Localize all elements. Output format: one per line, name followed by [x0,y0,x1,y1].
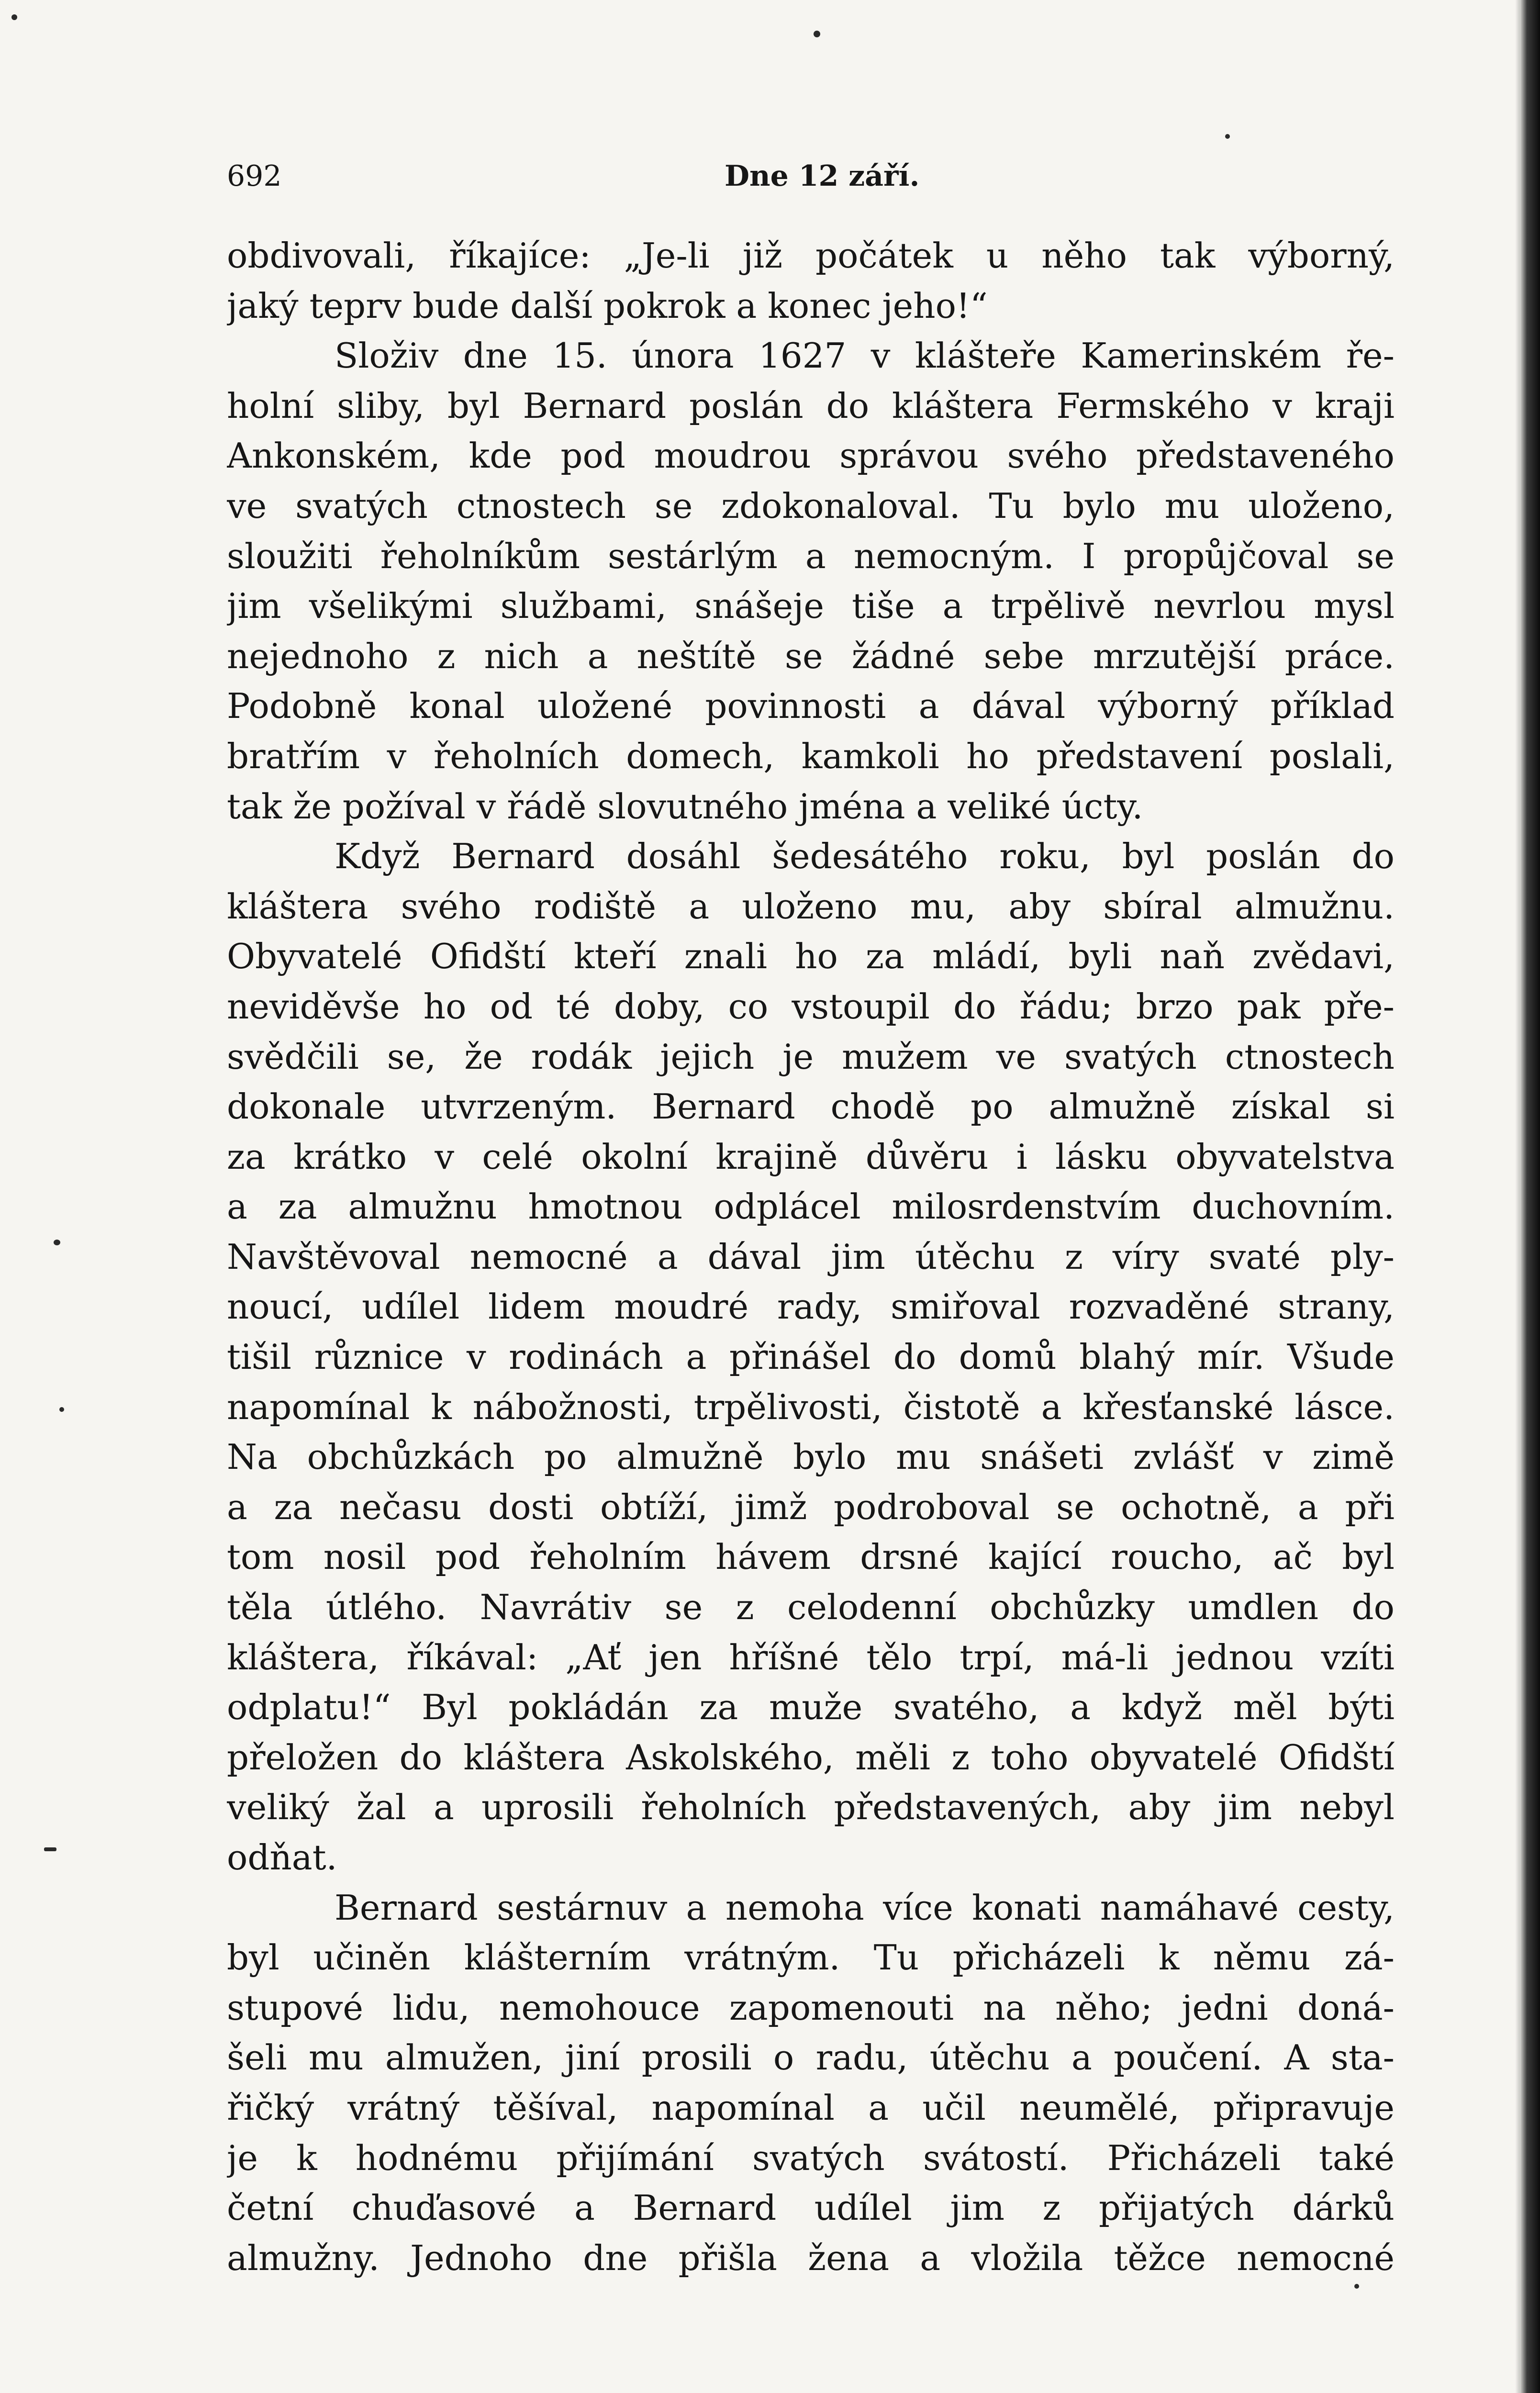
text-line: přeložen do kláštera Askolského, měli z toho obyvatelé Ofidští [227,1737,1395,1778]
text-line: kláštera, říkával: „Ať jen hříšné tělo trpí, má-li jednou vzíti [227,1637,1395,1677]
text-line: Když Bernard dosáhl šedesátého roku, byl poslán do [335,836,1395,877]
body-text [227,231,1395,2283]
text-line: a za nečasu dosti obtíží, jimž podroboval se ochotně, a při [227,1487,1395,1527]
scan-speck [1354,2284,1359,2289]
text-line: odplatu!“ Byl pokládán za muže svatého, a když měl býti [227,1687,1395,1728]
text-line: ve svatých ctnostech se zdokonaloval. Tu bylo mu uloženo, [227,485,1395,526]
text-line: neviděvše ho od té doby, co vstoupil do řádu; brzo pak pře- [227,986,1395,1027]
text-line: je k hodnému přijímání svatých svátostí. Přicházeli také [227,2137,1395,2178]
text-line: Složiv dne 15. února 1627 v klášteře Kamerinském ře- [335,335,1395,376]
text-line: Bernard sestárnuv a nemoha více konati namáhavé cesty, [335,1887,1395,1928]
text-line: tom nosil pod řeholním hávem drsné kající roucho, ač byl [227,1537,1395,1577]
text-line: bratřím v řeholních domech, kamkoli ho představení poslali, [227,736,1395,776]
text-line: veliký žal a uprosili řeholních představených, aby jim nebyl [227,1787,1395,1828]
page-number: 692 [227,159,282,193]
text-line: svědčili se, že rodák jejich je mužem ve svatých ctnostech [227,1036,1395,1077]
text-line: za krátko v celé okolní krajině důvěru i lásku obyvatelstva [227,1136,1395,1177]
text-line: byl učiněn klášterním vrátným. Tu přicházeli k němu zá- [227,1937,1395,1978]
text-line: Ankonském, kde pod moudrou správou svého představeného [227,436,1395,476]
text-line: nejednoho z nich a neštítě se žádné sebe mrzutější práce. [227,636,1395,676]
text-line: Navštěvoval nemocné a dával jim útěchu z víry svaté ply- [227,1236,1395,1277]
text-line: Na obchůzkách po almužně bylo mu snášeti zvlášť v zimě [227,1437,1395,1477]
text-line: obdivovali, říkajíce: „Je-li již počátek u něho tak výborný, [227,235,1395,276]
text-line: tišil různice v rodinách a přinášel do domů blahý mír. Všude [227,1337,1395,1377]
text-line: řičký vrátný těšíval, napomínal a učil neumělé, připravuje [227,2087,1395,2128]
text-line: holní sliby, byl Bernard poslán do kláštera Fermského v kraji [227,385,1395,426]
text-line: stupové lidu, nemohouce zapomenouti na něho; jedni doná- [227,1987,1395,2028]
text-line: kláštera svého rodiště a uloženo mu, aby sbíral almužnu. [227,886,1395,927]
scan-speck [11,14,17,20]
text-line: četní chuďasové a Bernard udílel jim z přijatých dárků [227,2188,1395,2228]
scan-edge-shadow [1520,0,1540,2393]
text-line: noucí, udílel lidem moudré rady, smiřoval rozvaděné strany, [227,1286,1395,1327]
running-head: Dne 12 září. [725,159,920,193]
text-line: šeli mu almužen, jiní prosili o radu, útěchu a poučení. A sta- [227,2037,1395,2078]
scan-edge-gradient [1515,0,1520,2393]
text-line: těla útlého. Navrátiv se z celodenní obchůzky umdlen do [227,1587,1395,1628]
text-line: napomínal k nábožnosti, trpělivosti, čistotě a křesťanské lásce. [227,1387,1395,1427]
scan-speck [1225,134,1230,139]
text-line: jaký teprv bude další pokrok a konec jeho!“ [227,285,988,326]
text-line: jim všelikými službami, snášeje tiše a trpělivě nevrlou mysl [227,586,1395,626]
text-line: sloužiti řeholníkům sestárlým a nemocným. I propůjčoval se [227,536,1395,576]
text-line: tak že požíval v řádě slovutného jména a veliké úcty. [227,786,1143,827]
scan-speck [54,1240,60,1245]
text-line: dokonale utvrzeným. Bernard chodě po almužně získal si [227,1086,1395,1127]
page-header [227,152,1395,200]
text-line: a za almužnu hmotnou odplácel milosrdenstvím duchovním. [227,1186,1395,1227]
scan-speck [814,31,820,37]
text-line: Obyvatelé Ofidští kteří znali ho za mládí, byli naň zvědavi, [227,936,1395,977]
text-line: odňat. [227,1837,337,1878]
scan-speck [59,1407,64,1412]
text-line: almužny. Jednoho dne přišla žena a vložila těžce nemocné [227,2237,1395,2278]
text-line: Podobně konal uložené povinnosti a dával výborný příklad [227,686,1395,727]
scan-speck [44,1847,56,1851]
